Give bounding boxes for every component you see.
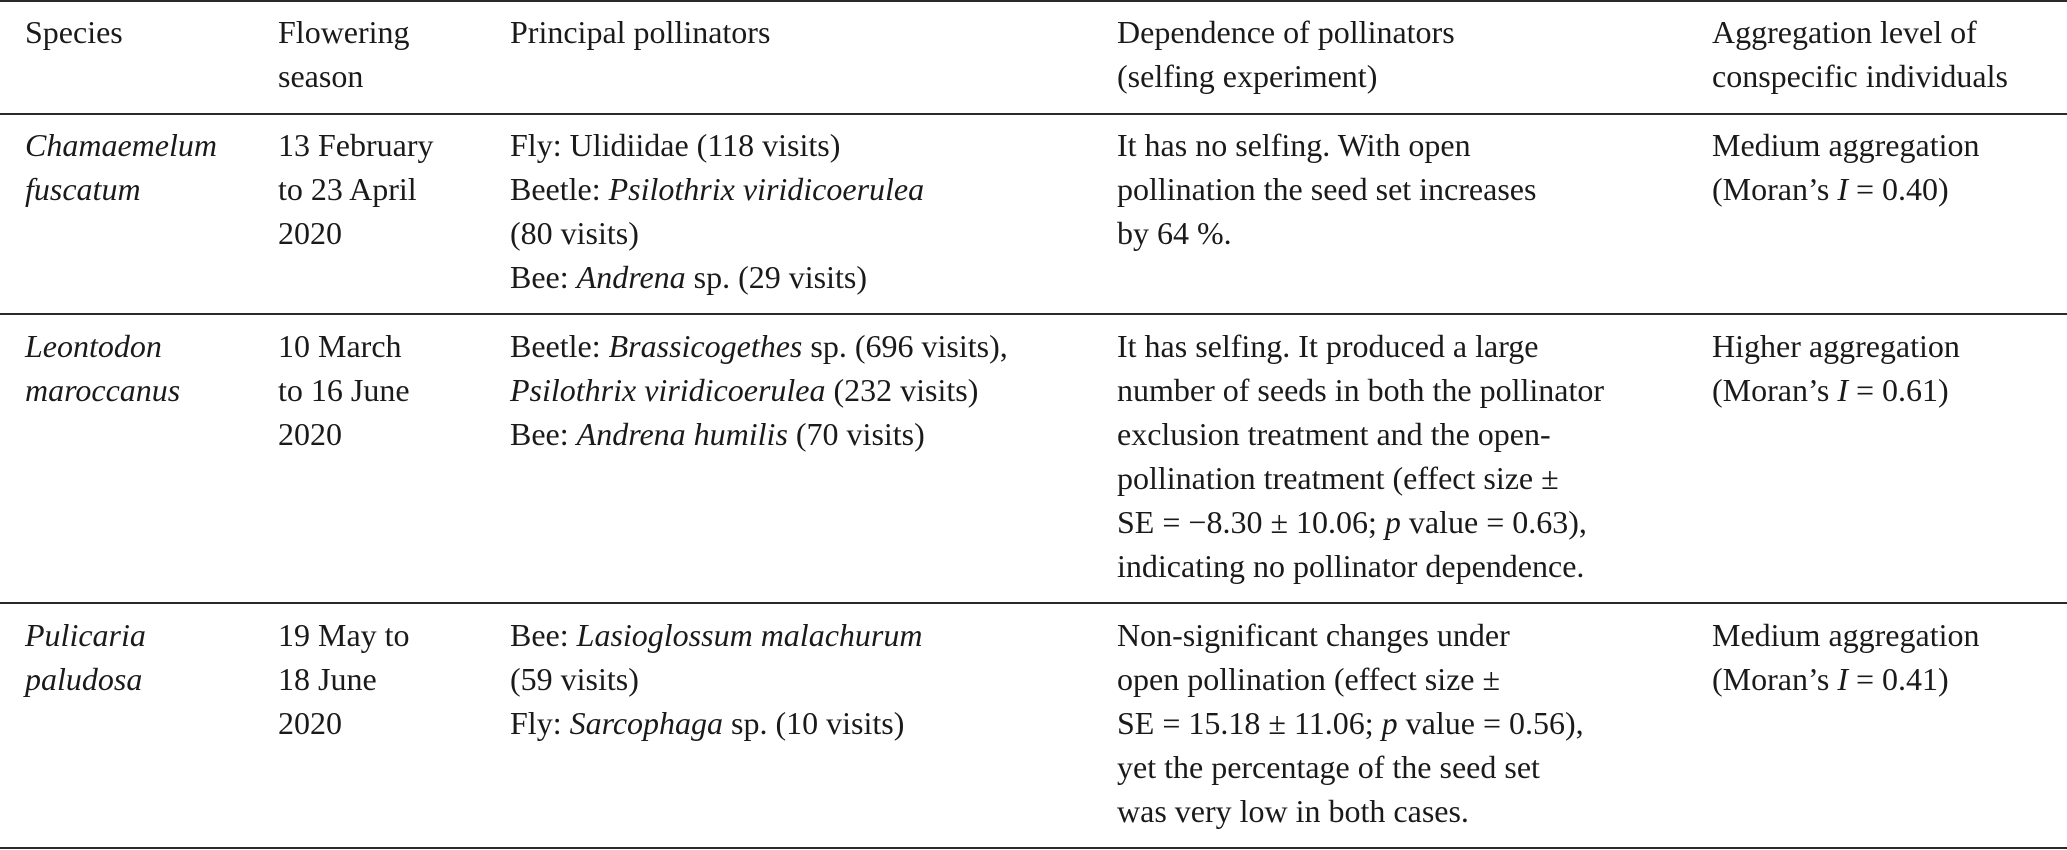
header-principal-pollinators: Principal pollinators — [510, 14, 771, 50]
row3-pollinators: Bee: Lasioglossum malachurum (59 visits) Fly: Sarcophaga sp. (10 visits) — [510, 617, 923, 741]
row2-aggregation: Higher aggregation (Moran’s I = 0.61) — [1712, 328, 1960, 408]
row1-aggregation: Medium aggregation (Moran’s I = 0.40) — [1712, 127, 1980, 207]
row2-species: Leontodon maroccanus — [25, 328, 181, 408]
header-species: Species — [25, 14, 123, 50]
row1-flowering: 13 February to 23 April 2020 — [278, 127, 434, 251]
row3-dependence: Non-significant changes under open pollination (effect size ± SE = 15.18 ± 11.06; p value = 0.56), yet the percentage of the seed set was very low in both cases. — [1117, 617, 1584, 829]
row2-dependence: It has selfing. It produced a large number of seeds in both the pollinator exclusion treatment and the open- pollination treatment (effect size ± SE = −8.30 ± 10.06; p value = 0.63), indicating no pollinator dependence. — [1117, 328, 1605, 584]
row3-species: Pulicaria paludosa — [25, 617, 146, 697]
row2-flowering: 10 March to 16 June 2020 — [278, 328, 410, 452]
row1-pollinators: Fly: Ulidiidae (118 visits) Beetle: Psilothrix viridicoerulea (80 visits) Bee: Andrena sp. (29 visits) — [510, 127, 925, 295]
row-rule-1 — [0, 313, 2067, 315]
bottom-rule — [0, 847, 2067, 849]
row3-flowering: 19 May to 18 June 2020 — [278, 617, 410, 741]
row1-species: Chamaemelum fuscatum — [25, 127, 217, 207]
header-dependence: Dependence of pollinators (selfing experiment) — [1117, 14, 1455, 94]
header-aggregation: Aggregation level of conspecific individuals — [1712, 14, 2008, 94]
row-rule-2 — [0, 602, 2067, 604]
row3-aggregation: Medium aggregation (Moran’s I = 0.41) — [1712, 617, 1980, 697]
top-rule — [0, 0, 2067, 2]
row1-dependence: It has no selfing. With open pollination the seed set increases by 64 %. — [1117, 127, 1537, 251]
header-flowering-season: Flowering season — [278, 14, 410, 94]
row2-pollinators: Beetle: Brassicogethes sp. (696 visits), Psilothrix viridicoerulea (232 visits) Bee: Andrena humilis (70 visits) — [510, 328, 1008, 452]
header-rule — [0, 113, 2067, 115]
